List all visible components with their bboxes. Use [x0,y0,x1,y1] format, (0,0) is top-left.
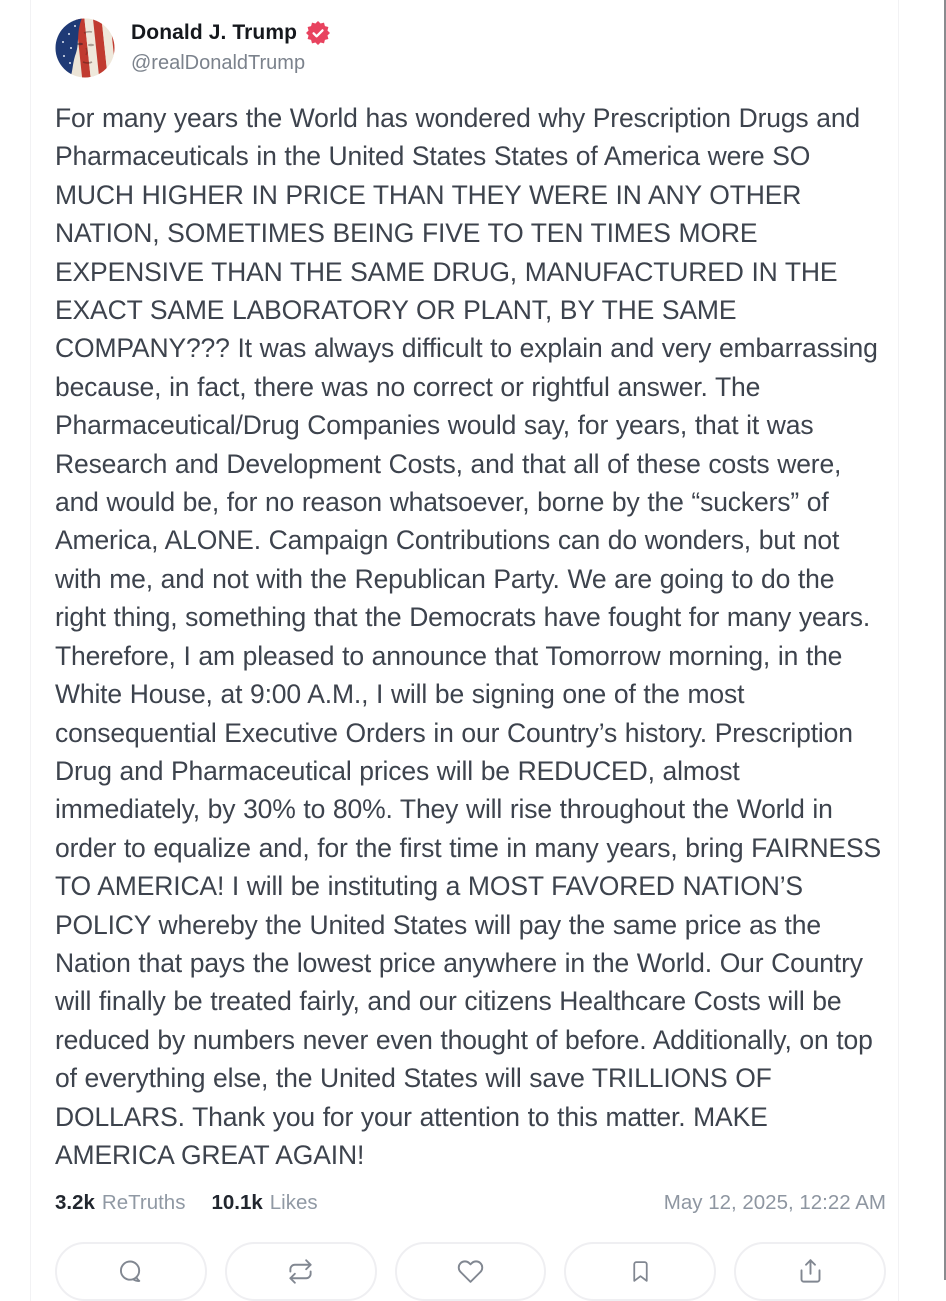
post-timestamp: May 12, 2025, 12:22 AM [663,1191,886,1215]
author-display-name: Donald J. Trump [131,21,298,44]
post-header [55,18,886,78]
post-action-bar [55,1242,886,1301]
author-handle[interactable]: @realDonaldTrump [131,52,306,74]
retruths-count: 3.2k [55,1191,95,1215]
retruth-button[interactable] [225,1242,377,1301]
share-button[interactable] [734,1242,886,1301]
reply-button[interactable] [55,1242,207,1301]
author-name-row[interactable] [131,21,330,45]
heart-icon [457,1258,484,1285]
avatar[interactable] [55,18,115,78]
share-icon [797,1258,824,1285]
likes-label: Likes [269,1191,318,1215]
post-stats-row [55,1191,886,1215]
retruths-stat[interactable] [55,1191,185,1215]
author-block [131,18,330,75]
trump-flag-avatar [55,18,115,78]
verified-badge-icon [306,21,330,45]
like-button[interactable] [395,1242,547,1301]
comment-icon [117,1258,144,1285]
likes-stat[interactable] [211,1191,317,1215]
bookmark-icon [628,1259,653,1284]
retruth-icon [287,1258,314,1285]
bookmark-button[interactable] [564,1242,716,1301]
likes-count: 10.1k [211,1191,263,1215]
retruths-label: ReTruths [101,1191,186,1215]
post-body-text: For many years the World has wondered why Prescription Drugs and Pharmaceuticals in the United States States of America were SO MUCH HIGHER IN PRICE THAN THEY WERE IN ANY OTHER NATION, SOMETIMES BEING FIVE TO TEN TIMES MORE EXPENSIVE THAN THE SAME DRUG, MANUFACTURED IN THE EXACT SAME LABORATORY OR PLANT, BY THE SAME COMPANY??? It was always difficult to explain and very embarrassing because, in fact, there was no correct or rightful answer. The Pharmaceutical/Drug Companies would say, for years, that it was Research and Development Costs, and that all of these costs were, and would be, for no reason whatsoever, borne by the “suckers” of America, ALONE. Campaign Contributions can do wonders, but not with me, and not with the Republican Party. We are going to do the right thing, something that the Democrats have fought for many years. Therefore, I am pleased to announce that Tomorrow morning, in the White House, at 9:00 A.M., I will be signing one of the most consequential Executive Orders in our Country’s history. Prescription Drug and Pharmaceutical prices will be REDUCED, almost immediately, by 30% to 80%. They will rise throughout the World in order to equalize and, for the first time in many years, bring FAIRNESS TO AMERICA! I will be instituting a MOST FAVORED NATION’S POLICY whereby the United States will pay the same price as the Nation that pays the lowest price anywhere in the World. Our Country will finally be treated fairly, and our citizens Healthcare Costs will be reduced by numbers never even thought of before. Additionally, on top of everything else, the United States will save TRILLIONS OF DOLLARS. Thank you for your attention to this matter. MAKE AMERICA GREAT AGAIN! [55,103,882,1170]
post-card [30,0,899,1301]
